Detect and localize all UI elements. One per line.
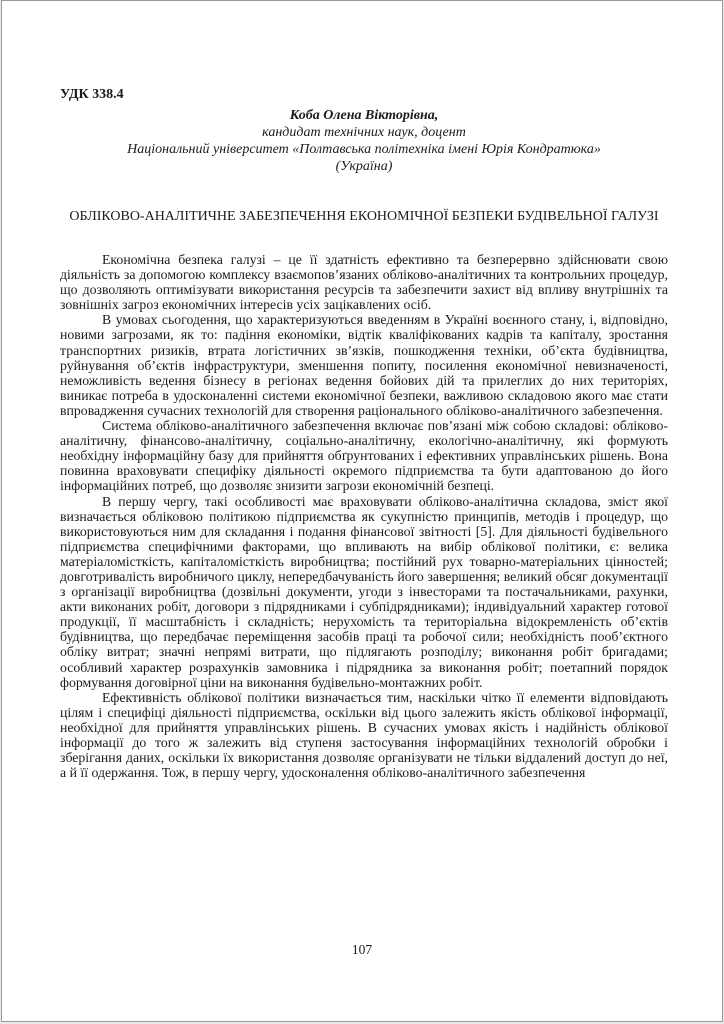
author-block — [60, 107, 668, 175]
author-affiliation: Національний університет «Полтавська політехніка імені Юрія Кондратюка» — [127, 142, 601, 157]
paragraph: В умовах сьогодення, що характеризуються введенням в Україні воєнного стану, і, відповідно, новими загрозами, як то: падіння економіки, відтік кваліфікованих кадрів та капіталу, зростання транспортних ризиків, втрата логістичних зв’язків, пошкодження техніки, об’єкта будівництва, руйнування об’єктів інфраструктури, зменшення попиту, посилення економічної невизначеності, неможливість ведення бізнесу в регіонах ведення бойових дій та прилеглих до них територіях, виникає потреба в удосконаленні системи економічної безпеки, важливою складовою якого має стати впровадження сучасних технологій для створення раціонального обліково-аналітичного забезпечення. — [60, 312, 668, 418]
paragraph: Економічна безпека галузі – це її здатність ефективно та безперервно здійснювати свою діяльність за допомогою комплексу взаємопов’язаних обліково-аналітичних та контрольних процедур, що дозволяють оптимізувати використання ресурсів та забезпечити захист від впливу внутрішніх та зовнішніх загроз економічних інтересів усіх зацікавлених осіб. — [60, 252, 668, 313]
page-number: 107 — [351, 942, 373, 957]
udc-code: УДК 338.4 — [60, 87, 124, 102]
author-name: Коба Олена Вікторівна, — [289, 108, 439, 123]
page-content — [60, 86, 668, 780]
paragraph: Ефективність облікової політики визначається тим, наскільки чітко її елементи відповідають цілям і специфіці діяльності підприємства, оскільки від цього залежить якість облікової інформації, необхідної для прийняття управлінських рішень. В сучасних умовах якість і надійність облікової інформації до того ж залежить від ступеня застосування інформаційних технологій обробки і зберігання даних, оскільки їх використання дозволяє організувати не тільки віддалений доступ до неї, а й її одержання. Тож, в першу чергу, удосконалення обліково-аналітичного забезпечення — [60, 689, 668, 781]
paragraph: Система обліково-аналітичного забезпечення включає пов’язані між собою складові: обліково-аналітичну, фінансово-аналітичну, соціально-аналітичну, екологічно-аналітичну, які формують необхідну інформаційну базу для прийняття обґрунтованих і ефективних управлінських рішень. Вона повинна враховувати специфіку діяльності окремого підприємства та бути адаптованою до його інформаційних потреб, що дозволяє знизити загрози економічній безпеці. — [60, 418, 668, 494]
paper-page — [1, 0, 723, 1022]
author-degree: кандидат технічних наук, доцент — [262, 125, 466, 140]
author-country: (Україна) — [335, 159, 393, 174]
paragraph: В першу чергу, такі особливості має враховувати обліково-аналітична складова, зміст якої визначається обліковою політикою підприємства як сукупністю принципів, методів і процедур, що використовуються ним для складання і подання фінансової звітності [5]. Для діяльності будівельного підприємства специфічними факторами, що впливають на вибір облікової політики, є: велика матеріаломісткість, капіталомісткість виробництва; постійний рух товарно-матеріальних цінностей; довготривалість виробничого циклу, непередбачуваність його завершення; великий обсяг документації з організації виробництва (дозвільні документи, угоди з інвесторами та постачальниками, рахунки, акти виконаних робіт, договори з підрядниками і субпідрядниками); індивідуальний характер готової продукції, її масштабність і складність; нерухомість та територіальна відокремленість об’єктів будівництва, що передбачає переміщення засобів праці та робочої сили; необхідність пооб’єктного обліку витрат; значні непрямі витрати, що підлягають розподілу; виконання робіт бригадами; особливий характер розрахунків замовника і підрядника за виконання робіт; поетапний порядок формування договірної ціни на виконання будівельно-монтажних робіт. — [60, 493, 668, 690]
article-title: ОБЛІКОВО-АНАЛІТИЧНЕ ЗАБЕЗПЕЧЕННЯ ЕКОНОМІЧНОЇ БЕЗПЕКИ БУДІВЕЛЬНОЇ ГАЛУЗІ — [69, 209, 659, 224]
article-body — [60, 252, 668, 780]
